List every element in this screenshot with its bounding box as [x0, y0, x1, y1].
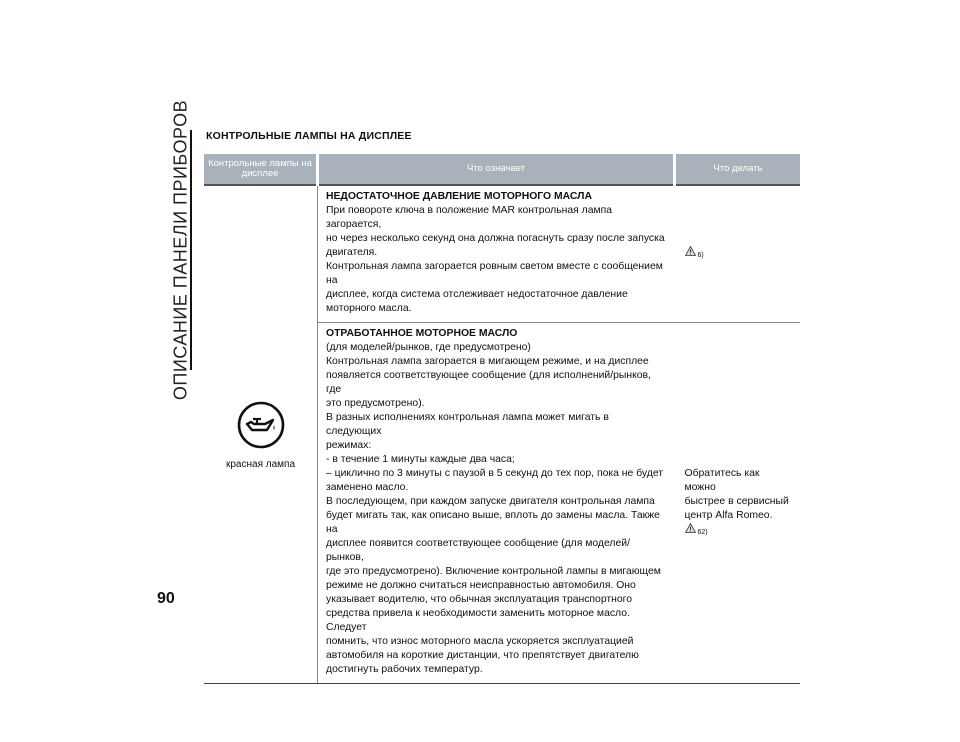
warning-reference	[685, 246, 704, 263]
row-body: При повороте ключа в положение MAR контрольная лампа загорается, но через несколько секунд она должна погаснуть сразу после запуска двигателя. Контрольная лампа загорается ровным светом вместе с сообщением на дисплее, когда система отслеживает недостаточное давление моторного масла.	[326, 205, 665, 314]
action-text: Обратитесь как можно быстрее в сервисный центр Alfa Romeo.	[684, 467, 789, 521]
section-title: КОНТРОЛЬНЫЕ ЛАМПЫ НА ДИСПЛЕЕ	[206, 130, 412, 142]
oil-can-icon	[236, 400, 286, 450]
row-action	[675, 185, 801, 323]
row-description	[318, 323, 675, 684]
header-action: Что делать	[675, 154, 801, 185]
header-meaning: Что означает	[318, 154, 675, 185]
lamp-color-label: красная лампа	[225, 458, 296, 470]
row-description	[318, 185, 675, 323]
row-title: НЕДОСТАТОЧНОЕ ДАВЛЕНИЕ МОТОРНОГО МАСЛА	[326, 191, 592, 202]
table-header-row	[204, 154, 800, 185]
lamp-cell	[204, 185, 318, 684]
row-title: ОТРАБОТАННОЕ МОТОРНОЕ МАСЛО	[326, 328, 518, 339]
page-number: 90	[157, 590, 175, 607]
warning-lamps-table	[204, 154, 800, 684]
warning-ref-number: 6)	[697, 251, 704, 259]
warning-reference	[685, 523, 708, 540]
warning-ref-number: 62)	[697, 528, 708, 536]
warning-triangle-icon	[685, 246, 696, 256]
row-body: (для моделей/рынков, где предусмотрено) Контрольная лампа загорается в мигающем режиме, и на дисплее появляется соответствующее сообщение (для исполнений/рынков, где это предусмотрено). В разных исполнениях контрольная лампа может мигать в следующих режимах: - в течение 1 минуты каждые два часа; – циклично по 3 минуты с паузой в 5 секунд до тех пор, пока не будет заменено масло. В последующем, при каждом запуске двигателя контрольная лампа будет мигать так, как описано выше, вплоть до замены масла. Также на дисплее появится соответствующее сообщение (для моделей/рынков, где это предусмотрено). Включение контрольной лампы в мигающем режиме не должно считаться неисправностью автомобиля. Оно указывает водителю, что обычная эксплуатация транспортного средства привела к необходимости заменить моторное масло. Следует помнить, что износ моторного масла ускоряется эксплуатацией автомобиля на короткие дистанции, что препятствует двигателю достигнуть рабочих температур.	[326, 342, 664, 675]
header-lamp: Контрольные лампы на дисплее	[204, 154, 318, 185]
row-action	[675, 323, 801, 684]
warning-triangle-icon	[685, 523, 696, 533]
chapter-divider	[190, 130, 192, 370]
chapter-title-text: ОПИСАНИЕ ПАНЕЛИ ПРИБОРОВ	[170, 99, 191, 401]
table-row	[204, 185, 800, 323]
